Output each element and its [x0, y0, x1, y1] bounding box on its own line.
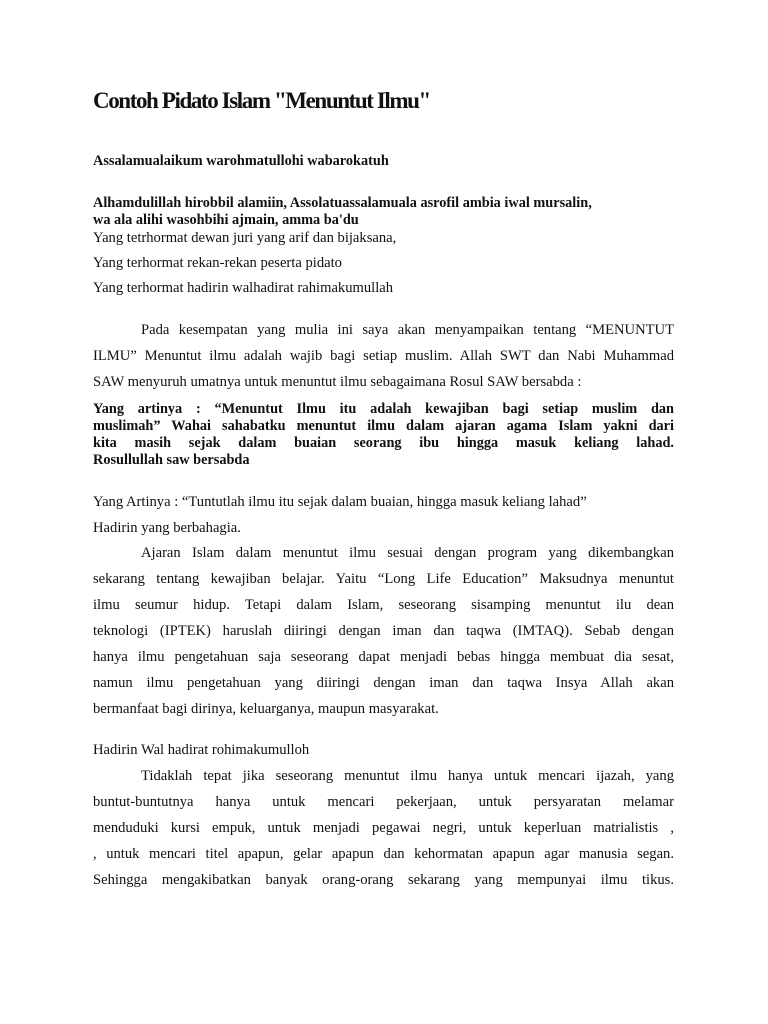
greeting: Assalamualaikum warohmatullohi wabarokatuh [93, 153, 389, 169]
paragraph4-line-1: Tidaklah tepat jika seseorang menuntut ilmu hanya untuk mencari ijazah, yang [141, 768, 674, 784]
paragraph3-line-1: Ajaran Islam dalam menuntut ilmu sesuai dengan program yang dikembangkan [141, 545, 674, 561]
paragraph2-line-1: Yang artinya : “Menuntut Ilmu itu adalah kewajiban bagi setiap muslim dan [93, 401, 674, 417]
hadith-meaning: Yang Artinya : “Tuntutlah ilmu itu sejak dalam buaian, hingga masuk keliang lahad” [93, 494, 587, 510]
paragraph4-line-2: buntut-buntutnya hanya untuk mencari pekerjaan, untuk persyaratan melamar [93, 794, 674, 810]
paragraph1-line-3: SAW menyuruh umatnya untuk menuntut ilmu sebagaimana Rosul SAW bersabda : [93, 374, 582, 390]
salutation-peers: Yang terhormat rekan-rekan peserta pidato [93, 255, 342, 271]
paragraph1-line-2: ILMU” Menuntut ilmu adalah wajib bagi setiap muslim. Allah SWT dan Nabi Muhammad [93, 348, 674, 364]
paragraph3-line-3: ilmu seumur hidup. Tetapi dalam Islam, seseorang sisamping menuntut ilu dean [93, 597, 674, 613]
opening-line-1: Alhamdulillah hirobbil alamiin, Assolatuassalamuala asrofil ambia iwal mursalin, [93, 195, 592, 211]
paragraph2-line-2: muslimah” Wahai sahabatku menuntut ilmu dalam ajaran agama Islam yakni dari [93, 418, 674, 434]
paragraph1-line-1: Pada kesempatan yang mulia ini saya akan menyampaikan tentang “MENUNTUT [141, 322, 674, 338]
paragraph2-line-4: Rosullullah saw bersabda [93, 452, 250, 468]
paragraph3-line-6: namun ilmu pengetahuan yang diiringi dengan iman dan taqwa Insya Allah akan [93, 675, 674, 691]
address-audience-1: Hadirin yang berbahagia. [93, 520, 241, 536]
salutation-judges: Yang tetrhormat dewan juri yang arif dan bijaksana, [93, 230, 397, 246]
paragraph3-line-5: hanya ilmu pengetahuan saja seseorang dapat menjadi bebas hingga membuat dia sesat, [93, 649, 674, 665]
paragraph3-line-2: sekarang tentang kewajiban belajar. Yaitu “Long Life Education” Maksudnya menuntut [93, 571, 674, 587]
paragraph3-line-7: bermanfaat bagi dirinya, keluarganya, maupun masyarakat. [93, 701, 439, 717]
paragraph3-line-4: teknologi (IPTEK) haruslah diiringi dengan iman dan taqwa (IMTAQ). Sebab dengan [93, 623, 674, 639]
paragraph4-line-4: , untuk mencari titel apapun, gelar apapun dan kehormatan apapun agar manusia segan. [93, 846, 674, 862]
document-title: Contoh Pidato Islam "Menuntut Ilmu" [93, 88, 430, 113]
paragraph2-line-3: kita masih sejak dalam buaian seorang ibu hingga masuk keliang lahad. [93, 435, 674, 451]
opening-line-2: wa ala alihi wasohbihi ajmain, amma ba'du [93, 212, 359, 228]
paragraph4-line-5: Sehingga mengakibatkan banyak orang-orang sekarang yang mempunyai ilmu tikus. [93, 872, 674, 888]
salutation-audience: Yang terhormat hadirin walhadirat rahimakumullah [93, 280, 394, 296]
paragraph4-line-3: menduduki kursi empuk, untuk menjadi pegawai negri, untuk keperluan matrialistis , [93, 820, 674, 836]
address-audience-2: Hadirin Wal hadirat rohimakumulloh [93, 742, 310, 758]
